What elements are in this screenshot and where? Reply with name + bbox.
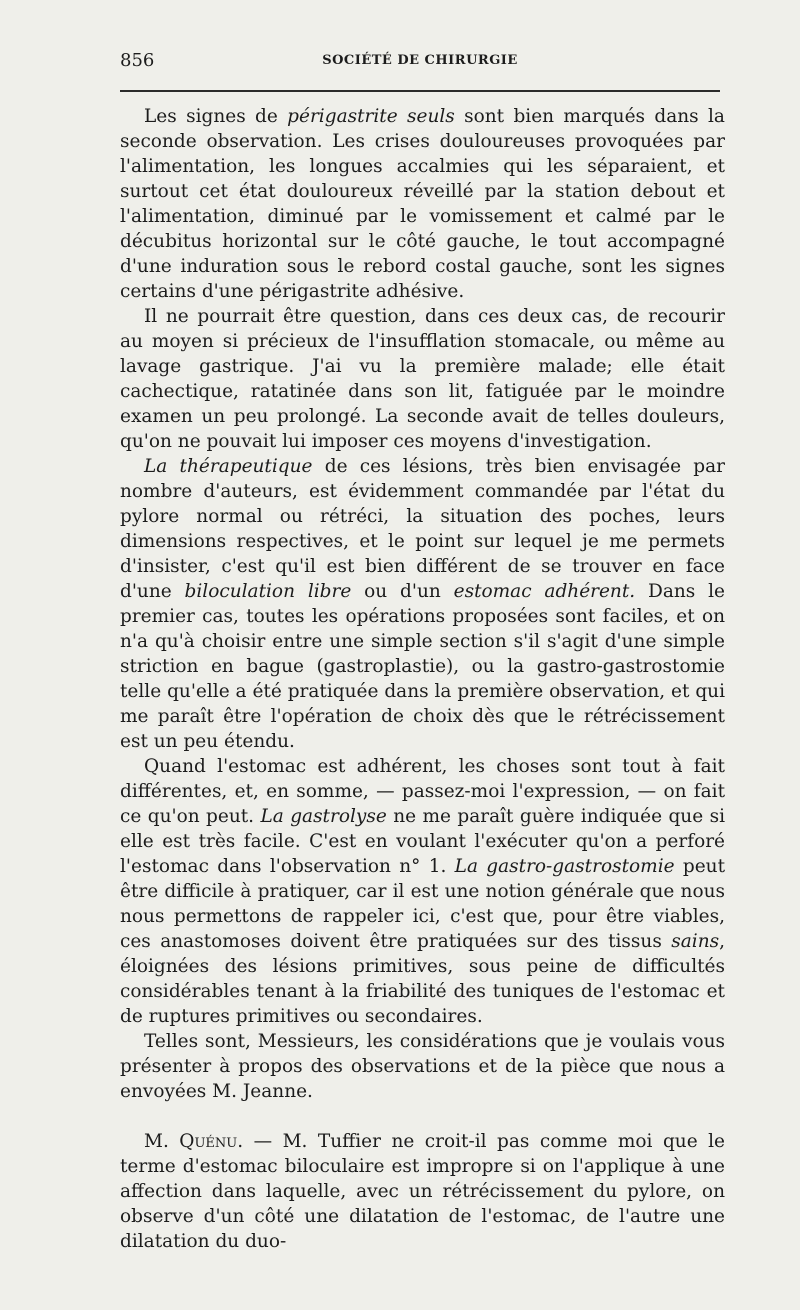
text-run: ou d'un xyxy=(351,581,454,602)
body-text xyxy=(120,104,725,1254)
italic-text: sains xyxy=(671,931,720,952)
running-title: SOCIÉTÉ DE CHIRURGIE xyxy=(322,53,518,68)
text-run: sont bien marqués dans la seconde observation. Les crises douloureuses provoquées par l'alimentation, les longues accalmies qui les séparaient, et surtout cet état douloureux réveillé par la station debout et l'alimentation, diminué par le vomissement et calmé par le décubitus horizontal sur le côté gauche, le tout accompagné d'une induration sous le rebord costal gauche, sont les signes certains d'une périgastrite adhésive. xyxy=(120,106,725,302)
paragraph xyxy=(120,754,725,1029)
paragraph xyxy=(120,104,725,304)
text-run: de ces lésions, très bien envisagée par nombre d'auteurs, est évidemment commandée par l'état du pylore normal ou rétréci, la situation des poches, leurs dimensions respectives, et le point sur lequel je me permets d'insister, c'est qu'il est bien différent de se trouver en face d'une xyxy=(120,456,725,602)
speaker-name: M. Quénu. xyxy=(144,1131,244,1152)
text-run: Telles sont, Messieurs, les considérations que je voulais vous présenter à propos des observations et de la pièce que nous a envoyées M. Jeanne. xyxy=(120,1031,725,1102)
text-run: Il ne pourrait être question, dans ces deux cas, de recourir au moyen si précieux de l'insufflation stomacale, ou même au lavage gastrique. J'ai vu la première malade; elle était cachectique, ratatinée dans son lit, fatiguée par le moindre examen un peu prolongé. La seconde avait de telles douleurs, qu'on ne pouvait lui imposer ces moyens d'investigation. xyxy=(120,306,725,452)
page-number: 856 xyxy=(120,50,155,71)
paragraph xyxy=(120,1029,725,1104)
italic-text: La thérapeutique xyxy=(144,456,313,477)
paragraph xyxy=(120,1129,725,1254)
italic-text: estomac adhérent. xyxy=(453,581,636,602)
text-run: Dans le premier cas, toutes les opérations proposées sont faciles, et on n'a qu'à choisir entre une simple section s'il s'agit d'une simple striction en bague (gastroplastie), ou la gastro-gastrostomie telle qu'elle a été pratiquée dans la première observation, et qui me paraît être l'opération de choix dès que le rétrécissement est un peu étendu. xyxy=(120,581,725,752)
page-header xyxy=(120,50,720,74)
text-run: peut être difficile à pratiquer, car il est une notion générale que nous nous permettons de rappeler ici, c'est que, pour être viables, ces anastomoses doivent être pratiquées sur des tissus xyxy=(120,856,726,952)
paragraph xyxy=(120,454,725,754)
text-run: — M. Tuffier ne croit-il pas comme moi que le terme d'estomac biloculaire est impropre si on l'applique à une affection dans laquelle, avec un rétrécissement du pylore, on observe d'un côté une dilatation de l'estomac, de l'autre une dilatation du duo- xyxy=(120,1131,725,1252)
text-run: Les signes de xyxy=(144,106,288,127)
italic-text: La gastro-gastrostomie xyxy=(454,856,675,877)
paragraph xyxy=(120,304,725,454)
italic-text: biloculation libre xyxy=(184,581,352,602)
text-run: ne me paraît guère indiquée que si elle est très facile. C'est en voulant l'exécuter qu'on a perforé l'estomac dans l'observation n° 1. xyxy=(120,806,725,877)
header-rule xyxy=(120,90,720,92)
italic-text: La gastrolyse xyxy=(260,806,387,827)
italic-text: périgastrite seuls xyxy=(287,106,455,127)
text-run: Quand l'estomac est adhérent, les choses sont tout à fait différentes, et, en somme, — passez-moi l'expression, — on fait ce qu'on peut. xyxy=(120,756,725,827)
text-run: , éloignées des lésions primitives, sous peine de difficultés considérables tenant à la friabilité des tuniques de l'estomac et de ruptures primitives ou secondaires. xyxy=(120,931,725,1027)
